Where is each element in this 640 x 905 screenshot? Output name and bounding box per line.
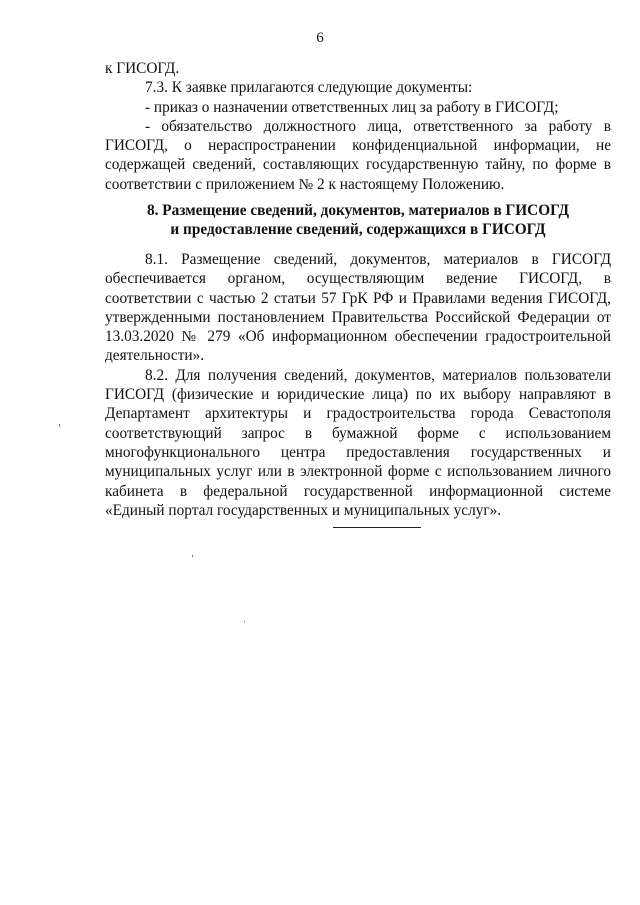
paragraph-8-1: 8.1. Размещение сведений, документов, материалов в ГИСОГД обеспечивается органом, осуществляющим ведение ГИСОГД, в соответствии с частью 2 статьи 57 ГрК РФ и Правилами ведения ГИСОГД, утвержденными постановлением Правительства Российской Федерации от 13.03.2020 № 279 «Об информационном обеспечении градостроительной деятельности». [105, 251, 611, 365]
continuation-line: к ГИСОГД. [105, 60, 180, 77]
section-8-text [105, 250, 611, 520]
section-8-heading-line-2: и предоставление сведений, содержащихся в ГИСОГД [170, 221, 546, 239]
section-8-heading-line-1: 8. Размещение сведений, документов, материалов в ГИСОГД [146, 202, 570, 219]
list-item-obligation: - обязательство должностного лица, ответственного за работу в ГИСОГД, о нераспространении конфиденциальной информации, не содержащей сведений, составляющих государственную тайну, по форме в соответствии с приложением № 2 к настоящему Положению. [105, 117, 611, 193]
paragraph-8-2: 8.2. Для получения сведений, документов, материалов пользователи ГИСОГД (физические и юридические лица) по их выбору направляют в Департамент архитектуры и градостроительства города Севастополя соответствующий запрос в бумажной форме с использованием многофункционального центра предоставления государственных и муниципальных услуг или в электронной форме с использованием личного кабинета в федеральной государственной информационной системе «Единый портал государственных и муниципальных услуг». [105, 366, 611, 519]
paragraph-7-3: 7.3. К заявке прилагаются следующие документы: [145, 79, 473, 97]
section-8-heading [105, 201, 611, 240]
section-7-text [105, 59, 611, 194]
scan-speck [192, 555, 193, 557]
end-rule [333, 527, 421, 528]
scan-speck [244, 620, 245, 623]
page-number: 6 [316, 30, 324, 46]
list-item-order: - приказ о назначении ответственных лиц за работу в ГИСОГД; [145, 98, 559, 116]
scan-speck [59, 424, 60, 427]
